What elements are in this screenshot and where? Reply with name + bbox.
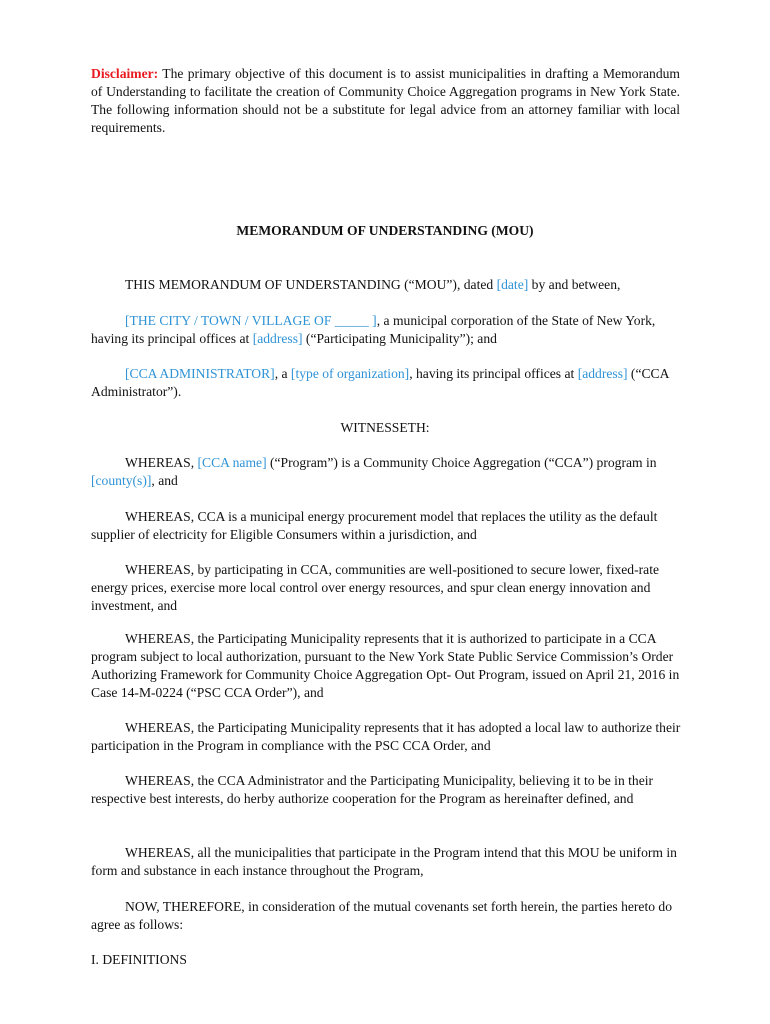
- municipality-placeholder: [THE CITY / TOWN / VILLAGE OF _____ ]: [125, 313, 377, 328]
- whereas1-text-a: WHEREAS,: [125, 455, 198, 470]
- date-placeholder: [date]: [496, 277, 529, 292]
- disclaimer-paragraph: [91, 65, 680, 137]
- section-definitions-heading: I. DEFINITIONS: [91, 952, 187, 967]
- whereas1-text-b: (“Program”) is a Community Choice Aggregation (“CCA”) program in: [266, 455, 657, 470]
- party2-address-placeholder: [address]: [577, 366, 628, 381]
- witnesseth-heading: WITNESSETH:: [340, 420, 430, 435]
- intro-paragraph: [91, 276, 691, 294]
- party2-text-b: , having its principal offices at: [409, 366, 578, 381]
- whereas-1-paragraph: [91, 454, 691, 490]
- whereas-3-paragraph: WHEREAS, by participating in CCA, communities are well-positioned to secure lower, fixed-rate energy prices, exercise more local control over energy resources, and spur clean energy innovation and investment, and: [91, 562, 660, 613]
- intro-text-b: by and between,: [528, 277, 621, 292]
- party2-text-c: (“CCA Administrator”).: [91, 366, 669, 399]
- party2-text-a: , a: [274, 366, 291, 381]
- document-title: MEMORANDUM OF UNDERSTANDING (MOU): [236, 223, 534, 238]
- party2-paragraph: [91, 365, 691, 401]
- county-placeholder: [county(s)]: [91, 473, 152, 488]
- whereas-7-paragraph: WHEREAS, all the municipalities that participate in the Program intend that this MOU be uniform in form and substance in each instance throughout the Program,: [91, 845, 677, 878]
- party1-text-a: , a municipal corporation of the State of New York, having its principal offices at: [91, 313, 656, 346]
- party1-address-placeholder: [address]: [252, 331, 303, 346]
- whereas-2-paragraph: WHEREAS, CCA is a municipal energy procurement model that replaces the utility as the default supplier of electricity for Eligible Consumers within a jurisdiction, and: [91, 509, 658, 542]
- whereas1-text-c: , and: [151, 473, 178, 488]
- intro-text-a: THIS MEMORANDUM OF UNDERSTANDING (“MOU”), dated: [125, 277, 497, 292]
- disclaimer-label: Disclaimer:: [91, 66, 159, 81]
- whereas-4-paragraph: WHEREAS, the Participating Municipality represents that it is authorized to participate in a CCA program subject to local authorization, pursuant to the New York State Public Service Commission’s Order Authorizing Framework for Community Choice Aggregation Opt- Out Program, issued on April 21, 2016 in Case 14-M-0224 (“PSC CCA Order”), and: [91, 631, 680, 700]
- organization-type-placeholder: [type of organization]: [290, 366, 410, 381]
- now-therefore-paragraph: NOW, THEREFORE, in consideration of the mutual covenants set forth herein, the parties hereto do agree as follows:: [91, 899, 673, 932]
- whereas-6-paragraph: WHEREAS, the CCA Administrator and the Participating Municipality, believing it to be in their respective best interests, do herby authorize cooperation for the Program as hereinafter defined, and: [91, 773, 654, 806]
- administrator-placeholder: [CCA ADMINISTRATOR]: [125, 366, 275, 381]
- party1-text-b: (“Participating Municipality”); and: [302, 331, 497, 346]
- disclaimer-text: The primary objective of this document is to assist municipalities in drafting a Memorandum of Understanding to facilitate the creation of Community Choice Aggregation programs in New York State. The following information should not be a substitute for legal advice from an attorney familiar with local requirements.: [91, 66, 680, 135]
- whereas-5-paragraph: WHEREAS, the Participating Municipality represents that it has adopted a local law to authorize their participation in the Program in compliance with the PSC CCA Order, and: [91, 720, 681, 753]
- cca-name-placeholder: [CCA name]: [197, 455, 267, 470]
- party1-paragraph: [91, 312, 691, 348]
